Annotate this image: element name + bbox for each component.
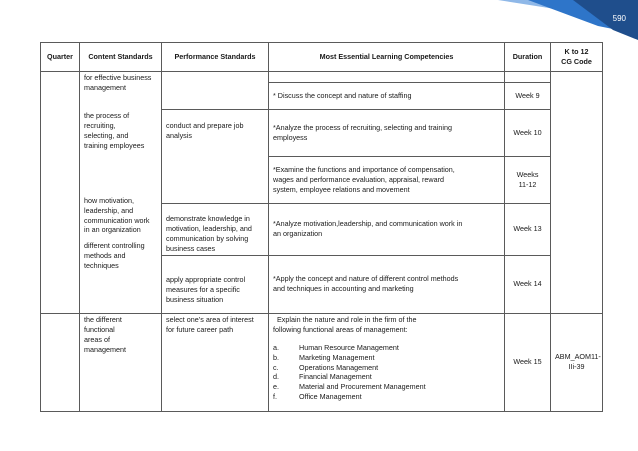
- list-item-text: Office Management: [299, 392, 362, 402]
- performance-line: conduct and prepare job: [166, 121, 244, 130]
- content-line: techniques: [84, 261, 119, 271]
- competency-line: wages and performance evaluation, appraisal, reward: [273, 175, 445, 185]
- content-line: for effective business: [84, 73, 152, 82]
- list-item: [273, 343, 500, 353]
- duration-text: Week 13: [513, 224, 542, 234]
- performance-line: measures for a specific: [166, 284, 240, 294]
- competency-text: * Discuss the concept and nature of staffing: [273, 91, 412, 101]
- header-quarter: Quarter: [41, 43, 80, 72]
- quarter-cell: [41, 313, 80, 411]
- content-standards-cell: [80, 313, 162, 411]
- page-number: 590: [612, 14, 626, 23]
- competency-line: employess: [273, 133, 308, 142]
- content-line: in an organization: [84, 225, 141, 235]
- performance-cell: [162, 204, 269, 256]
- duration-cell-empty: [505, 72, 551, 83]
- performance-line: business cases: [166, 243, 216, 253]
- content-line: the process of: [84, 110, 130, 120]
- performance-line: for future career path: [166, 324, 234, 334]
- header-duration: Duration: [505, 43, 551, 72]
- list-item-text: Financial Management: [299, 372, 372, 382]
- duration-text: Week 15: [513, 357, 542, 367]
- list-item: [273, 353, 500, 363]
- content-line: selecting, and: [84, 130, 129, 140]
- table-row-top: [41, 72, 603, 83]
- header-performance-standards: Performance Standards: [162, 43, 269, 72]
- content-line: communication work: [84, 215, 150, 225]
- content-line: how motivation,: [84, 195, 134, 205]
- duration-cell: [505, 157, 551, 204]
- list-item: [273, 382, 500, 392]
- performance-line: demonstrate knowledge in: [166, 214, 250, 223]
- header-cg-code: [551, 43, 603, 72]
- competency-cell: [269, 204, 505, 256]
- competency-line: *Analyze the process of recruiting, selecting and training: [273, 123, 452, 133]
- competency-line: system, employee relations and movement: [273, 184, 410, 194]
- list-item-text: Operations Management: [299, 362, 379, 372]
- content-line: leadership, and: [84, 205, 134, 215]
- cg-code-line: ABM_AOM11-: [555, 352, 601, 362]
- list-item-letter: d.: [273, 372, 279, 382]
- competency-line: *Examine the functions and importance of compensation,: [273, 165, 455, 175]
- content-line: different controlling: [84, 241, 145, 251]
- header-content-standards: Content Standards: [80, 43, 162, 72]
- list-item-letter: a.: [273, 342, 279, 352]
- content-line: areas of: [84, 334, 110, 344]
- header-row: [41, 43, 603, 72]
- performance-line: select one’s area of interest: [166, 314, 254, 324]
- list-item-letter: c.: [273, 362, 279, 372]
- competency-line: and techniques in accounting and marketing: [273, 284, 414, 294]
- duration-text: Week 10: [513, 128, 542, 138]
- competency-cell: [269, 83, 505, 110]
- performance-line: analysis: [166, 130, 192, 140]
- competency-line: an organization: [273, 229, 323, 239]
- list-item: [273, 392, 500, 402]
- code-cell-empty: [551, 72, 603, 314]
- header-competencies: Most Essential Learning Competencies: [269, 43, 505, 72]
- curriculum-table: [40, 42, 603, 412]
- performance-line: business situation: [166, 294, 224, 304]
- competency-line: Explain the nature and role in the firm of the: [275, 314, 417, 324]
- content-line: methods and: [84, 251, 126, 261]
- performance-cell: [162, 110, 269, 204]
- competency-cell: [269, 313, 505, 411]
- competency-line: *Apply the concept and nature of different control methods: [273, 274, 459, 284]
- quarter-cell: [41, 72, 80, 314]
- performance-line: motivation, leadership, and: [166, 223, 252, 233]
- competency-cell: [269, 110, 505, 157]
- duration-text: Week 14: [513, 279, 542, 289]
- header-cg-code-line2: CG Code: [561, 57, 592, 66]
- list-item-letter: e.: [273, 382, 279, 392]
- content-line: recruiting,: [84, 120, 116, 130]
- list-item: [273, 372, 500, 382]
- functional-areas-list: [273, 343, 500, 403]
- content-line: training employees: [84, 140, 145, 150]
- duration-cell: [505, 255, 551, 313]
- content-line: the different: [84, 314, 122, 324]
- duration-cell: [505, 83, 551, 110]
- list-item-letter: f.: [273, 392, 277, 402]
- competency-cell-empty: [269, 72, 505, 83]
- duration-text: Week 9: [515, 91, 540, 101]
- performance-line: communication by solving: [166, 233, 249, 243]
- list-item: [273, 363, 500, 373]
- duration-line: 11-12: [518, 180, 537, 189]
- performance-cell: [162, 313, 269, 411]
- cg-code-cell: [551, 313, 603, 411]
- performance-cell-empty: [162, 72, 269, 110]
- competency-cell: [269, 255, 505, 313]
- list-item-text: Human Resource Management: [299, 342, 399, 352]
- competency-cell: [269, 157, 505, 204]
- duration-cell: [505, 110, 551, 157]
- competency-line: following functional areas of management:: [273, 324, 408, 334]
- duration-line: Weeks: [516, 170, 539, 180]
- duration-cell: [505, 204, 551, 256]
- competency-line: *Analyze motivation,leadership, and communication work in: [273, 219, 463, 229]
- content-line: management: [84, 82, 126, 92]
- header-cg-code-line1: K to 12: [564, 47, 589, 57]
- performance-line: apply appropriate control: [166, 274, 246, 284]
- performance-cell: [162, 255, 269, 313]
- cg-code-line: IIi-39: [568, 362, 585, 372]
- duration-cell: [505, 313, 551, 411]
- list-item-letter: b.: [273, 352, 279, 362]
- content-line: management: [84, 344, 126, 354]
- list-item-text: Marketing Management: [299, 352, 375, 362]
- list-item-text: Material and Procurement Management: [299, 382, 426, 392]
- content-line: functional: [84, 324, 115, 334]
- table-row-last: [41, 313, 603, 411]
- content-standards-cell: [80, 72, 162, 314]
